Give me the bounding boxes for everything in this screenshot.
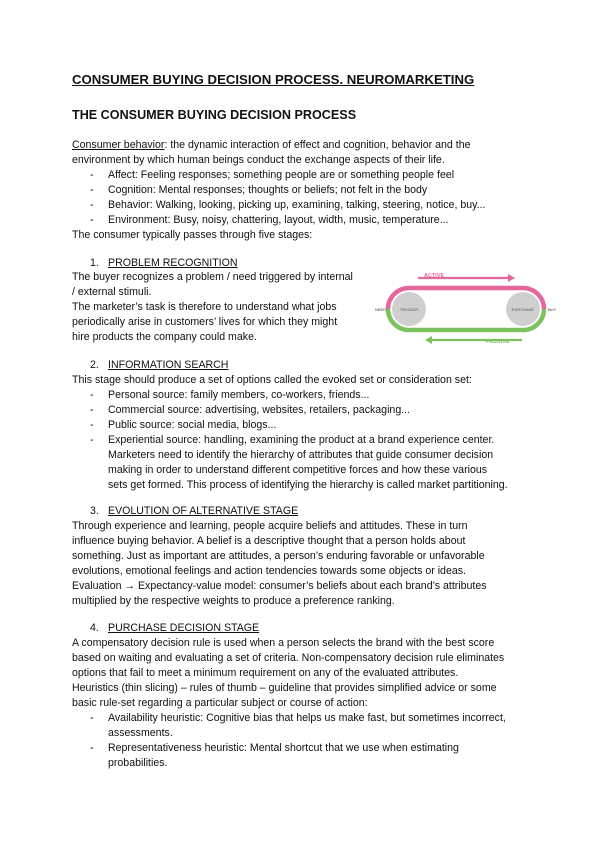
stages-intro: The consumer typically passes through five stages: [72, 229, 313, 241]
list-item: - Behavior: Walking, looking, picking up, examining, talking, steering, notice, buy... [90, 199, 486, 211]
section-4-body: A compensatory decision rule is used when a person selects the brand with the best score based on waiting and evaluating a set of criteria. Non-compensatory decision rule eliminates options that fail to meet a minimum requirement on any of the evaluated attributes. Heuristics (thin slicing) – rules of thumb – guideline that provides simplified advice or some basic rule-set regarding a particular subject or course of action: [72, 637, 505, 709]
need-label: NEED [375, 307, 387, 312]
section-heading-evolution-alternative: 3. EVOLUTION OF ALTERNATIVE STAGE [90, 505, 299, 517]
document-title: CONSUMER BUYING DECISION PROCESS. NEUROMARKETING [72, 72, 475, 87]
decision-cycle-diagram [374, 268, 558, 350]
list-item: - Availability heuristic: Cognitive bias that helps us make fast, but sometimes incorrect, assessments. [90, 712, 506, 739]
passive-label: PASSIVE [486, 339, 510, 345]
passive-arrow-head [425, 336, 432, 344]
section-heading-information-search: 2. INFORMATION SEARCH [90, 359, 229, 371]
list-item: - Affect: Feeling responses; something people are or something people feel [90, 169, 455, 181]
intro-definition [72, 138, 532, 168]
list-item: - Commercial source: advertising, websites, retailers, packaging... [90, 404, 411, 416]
consumer-behavior-term: Consumer behavior [72, 139, 165, 151]
section-heading-purchase-decision: 4. PURCHASE DECISION STAGE [90, 622, 260, 634]
section-1-body: The buyer recognizes a problem / need triggered by internal / external stimuli. The marketer’s task is therefore to understand what jobs periodically arise in customers’ lives for which they might hire products the company could make. [72, 271, 353, 343]
active-label: ACTIVE [424, 273, 445, 279]
list-item: - Personal source: family members, co-workers, friends... [90, 389, 370, 401]
list-item: - Experiential source: handling, examining the product at a brand experience center. Marketers need to identify the hierarchy of attributes that guide consumer decision making in order to understand different competitive forces and how these various sets get formed. This process of identifying the hierarchy is called market partitioning. [90, 434, 508, 491]
definition-line-1: : the dynamic interaction of effect and cognition, behavior and the [164, 139, 471, 151]
purchase-label: PURCHASE [511, 307, 535, 312]
list-item: - Public source: social media, blogs... [90, 419, 277, 431]
section-2-intro: This stage should produce a set of options called the evoked set or consideration set: [72, 374, 472, 386]
info-source-list [72, 388, 508, 493]
list-item: - Environment: Busy, noisy, chattering, layout, width, music, temperature... [90, 214, 449, 226]
heuristics-list [72, 711, 506, 771]
trigger-label: TRIGGER [399, 307, 419, 312]
section-subtitle: THE CONSUMER BUYING DECISION PROCESS [72, 108, 357, 122]
list-item: - Cognition: Mental responses; thoughts or beliefs; not felt in the body [90, 184, 428, 196]
definition-line-2: environment by which human beings conduct the exchange aspects of their life. [72, 154, 445, 166]
active-arrow-head [508, 274, 515, 282]
section-heading-problem-recognition: 1. PROBLEM RECOGNITION [90, 257, 238, 269]
section-3-body: Through experience and learning, people acquire beliefs and attitudes. These in turn influence buying behavior. A belief is a descriptive thought that a person holds about something. Just as important are attitudes, a person’s enduring favorable or unfavorable evolutions, emotional feelings and action tendencies towards some objects or ideas. Evaluation → Expectancy-value model: consumer’s beliefs about each brand’s attributes multiplied by the respective weights to produce a preference ranking. [72, 520, 487, 607]
intro-bullet-list [72, 168, 485, 228]
buy-label: BUY [548, 307, 557, 312]
list-item: - Representativeness heuristic: Mental shortcut that we use when estimating probabilities. [90, 742, 459, 769]
